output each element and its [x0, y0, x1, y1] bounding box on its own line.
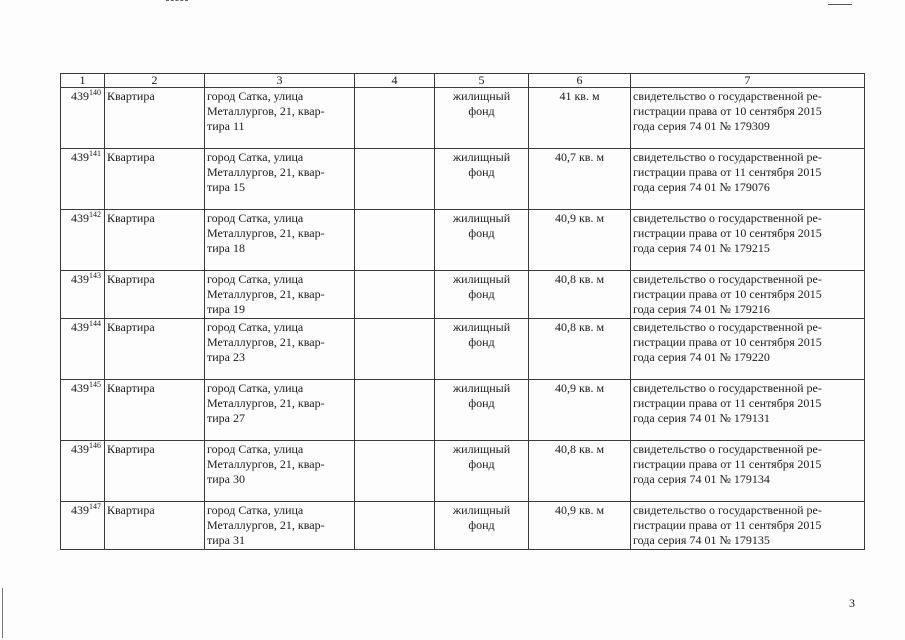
address-cell	[205, 210, 355, 271]
address-cell	[205, 271, 355, 319]
address-cell	[205, 502, 355, 550]
area-value: 40,9 кв. м	[554, 381, 605, 395]
column-4-cell	[355, 319, 435, 380]
area-cell	[529, 149, 631, 210]
address-line: тира 27	[207, 411, 245, 425]
scan-mark-top-left	[166, 0, 188, 3]
address-cell	[205, 441, 355, 502]
item-number-superscript: 142	[89, 210, 101, 219]
column-4-cell	[355, 210, 435, 271]
area-cell	[529, 271, 631, 319]
item-number-superscript: 141	[89, 149, 101, 158]
fund-cell	[435, 149, 529, 210]
address-line: тира 15	[207, 180, 245, 194]
address-line: Металлургов, 21, квар-	[207, 287, 325, 301]
registration-doc-cell	[631, 271, 865, 319]
item-number-cell	[61, 149, 105, 210]
address-line: тира 11	[207, 119, 245, 133]
registration-doc-line: года серия 74 01 № 179216	[633, 302, 770, 316]
fund-line: жилищный	[452, 150, 511, 164]
fund-cell	[435, 502, 529, 550]
registration-doc-line: года серия 74 01 № 179215	[633, 241, 770, 255]
fund-cell	[435, 271, 529, 319]
object-type: Квартира	[107, 89, 155, 103]
object-type-cell	[105, 210, 205, 271]
registration-doc-cell	[631, 319, 865, 380]
address-line: город Сатка, улица	[207, 272, 304, 286]
address-line: тира 31	[207, 533, 245, 547]
fund-line: фонд	[468, 165, 495, 179]
fund-cell	[435, 319, 529, 380]
object-type: Квартира	[107, 320, 155, 334]
item-number: 439	[71, 89, 89, 103]
header-cell-4: 4	[355, 74, 435, 88]
address-line: город Сатка, улица	[207, 442, 304, 456]
address-line: тира 23	[207, 350, 245, 364]
registration-doc-line: свидетельство о государственной ре-	[633, 272, 822, 286]
area-cell	[529, 441, 631, 502]
fund-line: фонд	[468, 518, 495, 532]
fund-line: фонд	[468, 335, 495, 349]
area-cell	[529, 210, 631, 271]
table-row	[61, 380, 865, 441]
fund-line: жилищный	[452, 211, 511, 225]
registration-doc-line: гистрации права от 10 сентября 2015	[633, 335, 822, 349]
object-type: Квартира	[107, 503, 155, 517]
registration-doc-line: года серия 74 01 № 179220	[633, 350, 770, 364]
header-cell-7: 7	[631, 74, 865, 88]
area-cell	[529, 319, 631, 380]
address-line: город Сатка, улица	[207, 89, 304, 103]
area-value: 40,9 кв. м	[554, 503, 605, 517]
fund-line: фонд	[468, 104, 495, 118]
registration-doc-line: свидетельство о государственной ре-	[633, 381, 822, 395]
registration-doc-cell	[631, 149, 865, 210]
address-line: тира 18	[207, 241, 245, 255]
address-line: тира 19	[207, 302, 245, 316]
object-type-cell	[105, 380, 205, 441]
fund-line: фонд	[468, 287, 495, 301]
address-line: Металлургов, 21, квар-	[207, 335, 325, 349]
item-number: 439	[71, 320, 89, 334]
address-line: Металлургов, 21, квар-	[207, 104, 325, 118]
item-number-superscript: 147	[89, 502, 101, 511]
fund-line: жилищный	[452, 503, 511, 517]
address-line: Металлургов, 21, квар-	[207, 226, 325, 240]
registration-doc-cell	[631, 88, 865, 149]
area-value: 41 кв. м	[559, 89, 600, 103]
item-number-cell	[61, 271, 105, 319]
table-header-row	[61, 74, 865, 88]
fund-line: жилищный	[452, 272, 511, 286]
scan-mark-left-edge	[2, 588, 3, 638]
scan-mark-top-right	[828, 4, 852, 7]
item-number: 439	[71, 272, 89, 286]
address-line: тира 30	[207, 472, 245, 486]
registration-doc-line: гистрации права от 11 сентября 2015	[633, 518, 822, 532]
column-4-cell	[355, 502, 435, 550]
registration-doc-cell	[631, 210, 865, 271]
address-cell	[205, 319, 355, 380]
table-row	[61, 319, 865, 380]
property-register-table	[60, 73, 865, 550]
object-type: Квартира	[107, 272, 155, 286]
address-cell	[205, 149, 355, 210]
address-line: город Сатка, улица	[207, 503, 304, 517]
page-number: 3	[849, 596, 855, 610]
item-number: 439	[71, 503, 89, 517]
header-cell-3: 3	[205, 74, 355, 88]
item-number-cell	[61, 319, 105, 380]
table-row	[61, 502, 865, 550]
address-line: Металлургов, 21, квар-	[207, 457, 325, 471]
fund-line: жилищный	[452, 89, 511, 103]
registration-doc-line: года серия 74 01 № 179135	[633, 533, 770, 547]
registration-doc-line: гистрации права от 10 сентября 2015	[633, 226, 822, 240]
object-type: Квартира	[107, 211, 155, 225]
registration-doc-line: гистрации права от 10 сентября 2015	[633, 287, 822, 301]
area-value: 40,9 кв. м	[554, 211, 605, 225]
registration-doc-line: свидетельство о государственной ре-	[633, 503, 822, 517]
object-type-cell	[105, 149, 205, 210]
item-number-cell	[61, 210, 105, 271]
item-number-superscript: 140	[89, 88, 101, 97]
registration-doc-line: свидетельство о государственной ре-	[633, 442, 822, 456]
table-row	[61, 88, 865, 149]
address-line: Металлургов, 21, квар-	[207, 396, 325, 410]
column-4-cell	[355, 88, 435, 149]
column-4-cell	[355, 441, 435, 502]
registration-doc-cell	[631, 380, 865, 441]
fund-line: фонд	[468, 457, 495, 471]
item-number-superscript: 144	[89, 319, 101, 328]
address-line: город Сатка, улица	[207, 211, 304, 225]
item-number-cell	[61, 380, 105, 441]
object-type-cell	[105, 441, 205, 502]
registration-doc-line: года серия 74 01 № 179309	[633, 119, 770, 133]
header-cell-2: 2	[105, 74, 205, 88]
item-number: 439	[71, 381, 89, 395]
fund-cell	[435, 210, 529, 271]
table-row	[61, 271, 865, 319]
table-row	[61, 441, 865, 502]
item-number: 439	[71, 150, 89, 164]
item-number-cell	[61, 502, 105, 550]
area-value: 40,8 кв. м	[554, 272, 605, 286]
area-value: 40,7 кв. м	[554, 150, 605, 164]
fund-cell	[435, 441, 529, 502]
registration-doc-line: гистрации права от 11 сентября 2015	[633, 396, 822, 410]
area-cell	[529, 502, 631, 550]
area-value: 40,8 кв. м	[554, 442, 605, 456]
fund-line: фонд	[468, 226, 495, 240]
registration-doc-line: года серия 74 01 № 179076	[633, 180, 770, 194]
object-type: Квартира	[107, 442, 155, 456]
registration-doc-line: свидетельство о государственной ре-	[633, 211, 822, 225]
address-line: Металлургов, 21, квар-	[207, 518, 325, 532]
item-number-superscript: 145	[89, 380, 101, 389]
address-line: город Сатка, улица	[207, 381, 304, 395]
item-number-superscript: 143	[89, 271, 101, 280]
fund-line: фонд	[468, 396, 495, 410]
registration-doc-cell	[631, 441, 865, 502]
object-type-cell	[105, 319, 205, 380]
registration-doc-line: свидетельство о государственной ре-	[633, 89, 822, 103]
fund-line: жилищный	[452, 381, 511, 395]
object-type: Квартира	[107, 150, 155, 164]
registration-doc-line: свидетельство о государственной ре-	[633, 320, 822, 334]
fund-line: жилищный	[452, 442, 511, 456]
object-type-cell	[105, 271, 205, 319]
fund-line: жилищный	[452, 320, 511, 334]
registration-doc-line: гистрации права от 10 сентября 2015	[633, 104, 822, 118]
column-4-cell	[355, 149, 435, 210]
item-number: 439	[71, 211, 89, 225]
header-cell-5: 5	[435, 74, 529, 88]
address-line: город Сатка, улица	[207, 150, 304, 164]
registration-doc-line: свидетельство о государственной ре-	[633, 150, 822, 164]
item-number-superscript: 146	[89, 441, 101, 450]
item-number-cell	[61, 441, 105, 502]
registration-doc-line: гистрации права от 11 сентября 2015	[633, 165, 822, 179]
item-number-cell	[61, 88, 105, 149]
fund-cell	[435, 380, 529, 441]
object-type-cell	[105, 502, 205, 550]
area-cell	[529, 88, 631, 149]
registration-doc-cell	[631, 502, 865, 550]
table-row	[61, 149, 865, 210]
header-cell-1: 1	[61, 74, 105, 88]
address-cell	[205, 380, 355, 441]
registration-doc-line: гистрации права от 11 сентября 2015	[633, 457, 822, 471]
column-4-cell	[355, 271, 435, 319]
address-cell	[205, 88, 355, 149]
header-cell-6: 6	[529, 74, 631, 88]
object-type-cell	[105, 88, 205, 149]
area-value: 40,8 кв. м	[554, 320, 605, 334]
address-line: Металлургов, 21, квар-	[207, 165, 325, 179]
registration-doc-line: года серия 74 01 № 179131	[633, 411, 770, 425]
table-row	[61, 210, 865, 271]
area-cell	[529, 380, 631, 441]
column-4-cell	[355, 380, 435, 441]
address-line: город Сатка, улица	[207, 320, 304, 334]
item-number: 439	[71, 442, 89, 456]
fund-cell	[435, 88, 529, 149]
registration-doc-line: года серия 74 01 № 179134	[633, 472, 770, 486]
object-type: Квартира	[107, 381, 155, 395]
